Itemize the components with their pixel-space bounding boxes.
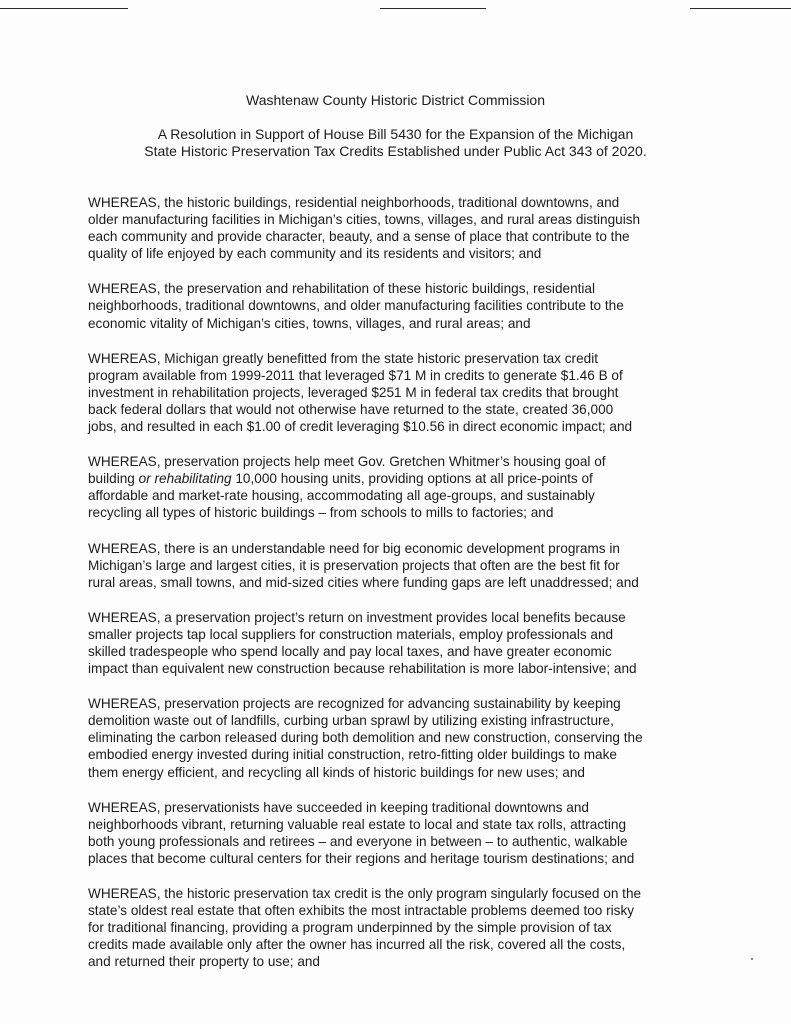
- text-line: and returned their property to use; and: [88, 954, 320, 970]
- scan-mark-right: [690, 8, 791, 9]
- whereas-clause-3: [88, 350, 728, 435]
- text-line: WHEREAS, there is an understandable need for big economic development programs in: [88, 540, 620, 556]
- resolution-title-line: State Historic Preservation Tax Credits Established under Public Act 343 of 2020.: [144, 143, 647, 159]
- resolution-body: [88, 194, 728, 988]
- text-line: demolition waste out of landfills, curbing urban sprawl by utilizing existing infrastructure,: [88, 713, 614, 729]
- text-line: credits made available only after the owner has incurred all the risk, covered all the costs,: [88, 937, 626, 953]
- text-line: WHEREAS, the preservation and rehabilitation of these historic buildings, residential: [88, 281, 596, 297]
- text-line: smaller projects tap local suppliers for construction materials, employ professionals and: [88, 626, 614, 642]
- whereas-clause-2: [88, 280, 728, 331]
- whereas-clause-1: [88, 194, 728, 262]
- text-line: WHEREAS, a preservation project’s return on investment provides local benefits because: [88, 609, 626, 625]
- text-line: affordable and market-rate housing, accommodating all age-groups, and sustainably: [88, 488, 595, 504]
- text-line: for traditional financing, providing a program underpinned by the simple provision of tax: [88, 920, 612, 936]
- text-line: jobs, and resulted in each $1.00 of credit leveraging $10.56 in direct economic impact; and: [88, 419, 633, 435]
- text-line: embodied energy invested during initial construction, retro-fitting older buildings to make: [88, 747, 617, 763]
- whereas-clause-5: [88, 540, 728, 591]
- text-line: neighborhoods vibrant, returning valuable real estate to local and state tax rolls, attracting: [88, 816, 627, 832]
- emphasis-text: or rehabilitating: [138, 471, 232, 487]
- text-line: older manufacturing facilities in Michigan’s cities, towns, villages, and rural areas distinguish: [88, 212, 641, 228]
- text-line: WHEREAS, preservation projects are recognized for advancing sustainability by keeping: [88, 696, 621, 712]
- text-line: neighborhoods, traditional downtowns, and older manufacturing facilities contribute to the: [88, 298, 624, 314]
- text-line: state’s oldest real estate that often exhibits the most intractable problems deemed too risky: [88, 903, 635, 919]
- text-line: quality of life enjoyed by each community and its residents and visitors; and: [88, 246, 542, 262]
- text-line: economic vitality of Michigan’s cities, towns, villages, and rural areas; and: [88, 315, 531, 331]
- text-line: skilled tradespeople who spend locally and pay local taxes, and have greater economic: [88, 643, 612, 659]
- whereas-clause-7: [88, 695, 728, 780]
- resolution-title: [0, 126, 791, 160]
- text-line: back federal dollars that would not otherwise have returned to the state, created 36,000: [88, 401, 614, 417]
- text-line: program available from 1999-2011 that leveraged $71 M in credits to generate $1.46 B of: [88, 367, 623, 383]
- text-line: impact than equivalent new construction because rehabilitation is more labor-intensive; and: [88, 661, 637, 677]
- text-line: each community and provide character, beauty, and a sense of place that contribute to the: [88, 229, 630, 245]
- scan-mark-center: [380, 8, 486, 9]
- scan-mark-left: [0, 8, 128, 9]
- text-line: investment in rehabilitation projects, leveraged $251 M in federal tax credits that brought: [88, 384, 619, 400]
- organization-name: Washtenaw County Historic District Commission: [246, 92, 545, 108]
- whereas-clause-4: [88, 453, 728, 521]
- text-line: WHEREAS, preservationists have succeeded in keeping traditional downtowns and: [88, 799, 589, 815]
- text-line: Michigan’s large and largest cities, it is preservation projects that often are the best fit for: [88, 557, 620, 573]
- whereas-clause-9: [88, 885, 728, 970]
- whereas-clause-8: [88, 799, 728, 867]
- text-line: WHEREAS, the historic buildings, residential neighborhoods, traditional downtowns, and: [88, 195, 620, 210]
- text-line: WHEREAS, the historic preservation tax credit is the only program singularly focused on the: [88, 886, 642, 901]
- whereas-clause-6: [88, 609, 728, 677]
- text-line: WHEREAS, Michigan greatly benefitted from the state historic preservation tax credit: [88, 350, 598, 366]
- text-line: them energy efficient, and recycling all kinds of historic buildings for new uses; and: [88, 764, 585, 780]
- text-line: recycling all types of historic buildings – from schools to mills to factories; and: [88, 505, 554, 521]
- text-line: rural areas, small towns, and mid-sized cities where funding gaps are left unaddressed; and: [88, 574, 639, 590]
- text-line: building or rehabilitating 10,000 housing units, providing options at all price-points of: [88, 471, 593, 487]
- text-line: both young professionals and retirees – and everyone in between – to authentic, walkable: [88, 833, 628, 849]
- text-line: eliminating the carbon released during both demolition and new construction, conserving the: [88, 730, 643, 746]
- text-line: WHEREAS, preservation projects help meet Gov. Gretchen Whitmer’s housing goal of: [88, 454, 606, 470]
- resolution-title-line: A Resolution in Support of House Bill 5430 for the Expansion of the Michigan: [157, 126, 634, 142]
- text-line: places that become cultural centers for their regions and heritage tourism destinations; and: [88, 850, 635, 866]
- scan-speck: [751, 958, 753, 960]
